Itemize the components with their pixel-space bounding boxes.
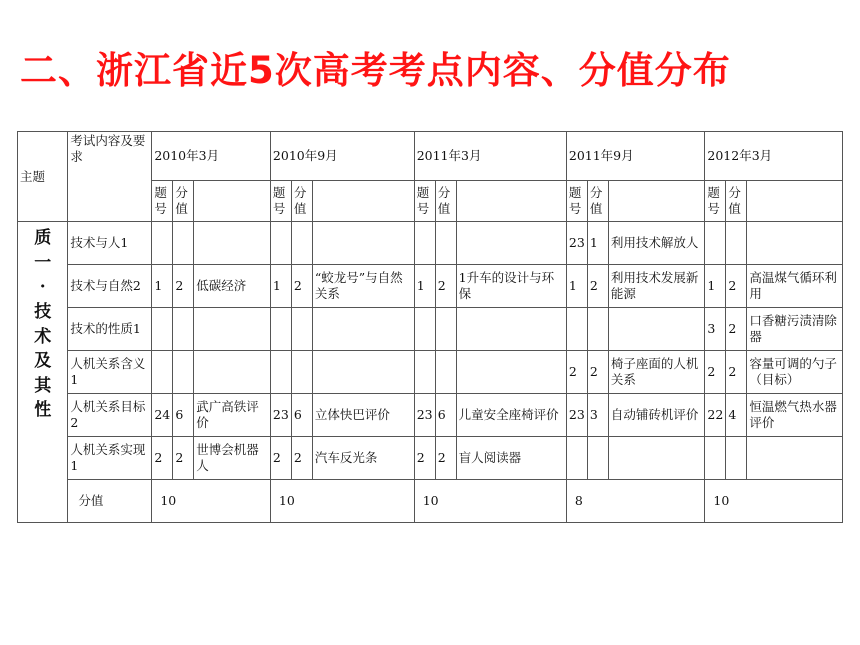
header-blank [456,181,566,222]
q-no-cell [414,308,435,351]
topic-cell [194,308,271,351]
score-cell [435,308,456,351]
topic-cell: 自动铺砖机评价 [608,394,705,437]
score-cell [173,351,194,394]
topic-cell [747,222,843,265]
topic-cell: 盲人阅读器 [456,437,566,480]
header-score: 分值 [587,181,608,222]
q-no-cell: 23 [270,394,291,437]
table-row [18,394,843,437]
content-cell: 技术与人1 [68,222,152,265]
header-blank [608,181,705,222]
score-total: 10 [414,480,566,523]
q-no-cell: 2 [152,437,173,480]
header-q-no: 题号 [152,181,173,222]
q-no-cell: 2 [566,351,587,394]
topic-cell: 1升车的设计与环保 [456,265,566,308]
q-no-cell [566,308,587,351]
table-row [18,437,843,480]
table-row [18,265,843,308]
score-cell [291,351,312,394]
q-no-cell [152,351,173,394]
q-no-cell: 1 [705,265,726,308]
topic-cell: 利用技术发展新能源 [608,265,705,308]
header-q-no: 题号 [270,181,291,222]
q-no-cell [270,222,291,265]
header-blank [747,181,843,222]
q-no-cell [414,222,435,265]
topic-cell: 利用技术解放人 [608,222,705,265]
score-total: 10 [705,480,843,523]
score-cell: 2 [291,265,312,308]
score-cell: 1 [587,222,608,265]
q-no-cell: 1 [152,265,173,308]
q-no-cell [270,308,291,351]
topic-cell: 世博会机器人 [194,437,271,480]
q-no-cell: 23 [566,222,587,265]
table-row [18,351,843,394]
header-blank [312,181,414,222]
exam-points-table [17,131,843,523]
score-cell: 2 [435,265,456,308]
header-q-no: 题号 [414,181,435,222]
score-label: 分值 [68,480,152,523]
score-cell: 2 [291,437,312,480]
score-total: 10 [270,480,414,523]
score-cell: 6 [173,394,194,437]
header-exam: 2011年3月 [414,132,566,181]
theme-char: 其 [34,375,52,396]
q-no-cell: 1 [270,265,291,308]
table-row [18,308,843,351]
theme-char: · [39,277,46,298]
score-total: 10 [152,480,271,523]
q-no-cell [152,308,173,351]
content-cell: 技术的性质1 [68,308,152,351]
q-no-cell [270,351,291,394]
score-cell: 2 [726,308,747,351]
topic-cell: 口香糖污渍清除器 [747,308,843,351]
topic-cell: 恒温燃气热水器评价 [747,394,843,437]
q-no-cell [414,351,435,394]
header-blank [194,181,271,222]
topic-cell: 儿童安全座椅评价 [456,394,566,437]
score-cell [173,308,194,351]
topic-cell [312,222,414,265]
topic-cell: 立体快巴评价 [312,394,414,437]
theme-cell [18,222,68,523]
score-cell: 2 [726,351,747,394]
topic-cell [194,351,271,394]
score-cell: 2 [587,351,608,394]
q-no-cell: 22 [705,394,726,437]
header-theme: 主题 [18,132,68,222]
q-no-cell: 1 [566,265,587,308]
topic-cell [312,308,414,351]
topic-cell: 低碳经济 [194,265,271,308]
q-no-cell: 3 [705,308,726,351]
content-cell: 人机关系目标2 [68,394,152,437]
content-cell: 人机关系含义1 [68,351,152,394]
q-no-cell: 2 [270,437,291,480]
topic-cell [608,308,705,351]
content-cell: 技术与自然2 [68,265,152,308]
score-cell: 2 [173,265,194,308]
theme-char: 及 [34,351,52,372]
score-cell [173,222,194,265]
theme-char: 技 [34,301,52,322]
header-exam: 2010年3月 [152,132,271,181]
content-cell: 人机关系实现1 [68,437,152,480]
score-cell: 6 [435,394,456,437]
score-cell: 6 [291,394,312,437]
topic-cell: 高温煤气循环利用 [747,265,843,308]
table-row [18,222,843,265]
topic-cell: “蛟龙号”与自然关系 [312,265,414,308]
q-no-cell [705,437,726,480]
q-no-cell: 23 [414,394,435,437]
header-score: 分值 [291,181,312,222]
q-no-cell: 23 [566,394,587,437]
score-cell: 3 [587,394,608,437]
topic-cell [456,308,566,351]
score-cell: 2 [173,437,194,480]
header-content: 考试内容及要求 [68,132,152,222]
header-row-exams [18,132,843,181]
q-no-cell [705,222,726,265]
header-score: 分值 [435,181,456,222]
score-cell [435,351,456,394]
header-q-no: 题号 [705,181,726,222]
topic-cell [312,351,414,394]
header-q-no: 题号 [566,181,587,222]
header-exam: 2011年9月 [566,132,705,181]
score-cell: 2 [435,437,456,480]
score-total-row [18,480,843,523]
score-cell: 2 [726,265,747,308]
theme-char: 一 [34,252,52,273]
score-cell [587,308,608,351]
page-title: 二、浙江省近5次高考考点内容、分值分布 [20,49,731,92]
header-score: 分值 [726,181,747,222]
topic-cell: 汽车反光条 [312,437,414,480]
topic-cell: 容量可调的勺子（目标） [747,351,843,394]
theme-char: 质 [34,228,52,248]
q-no-cell: 2 [705,351,726,394]
topic-cell: 武广高铁评价 [194,394,271,437]
header-exam: 2012年3月 [705,132,843,181]
topic-cell: 椅子座面的人机关系 [608,351,705,394]
theme-char: 性 [34,400,52,421]
q-no-cell [566,437,587,480]
score-cell [435,222,456,265]
theme-char: 术 [34,326,52,347]
q-no-cell [152,222,173,265]
score-cell [726,222,747,265]
score-cell: 4 [726,394,747,437]
header-exam: 2010年9月 [270,132,414,181]
score-total: 8 [566,480,705,523]
q-no-cell: 1 [414,265,435,308]
topic-cell [456,351,566,394]
q-no-cell: 2 [414,437,435,480]
topic-cell [456,222,566,265]
header-score: 分值 [173,181,194,222]
score-cell [291,222,312,265]
topic-cell [608,437,705,480]
score-cell [726,437,747,480]
topic-cell [747,437,843,480]
score-cell: 2 [587,265,608,308]
score-cell [587,437,608,480]
q-no-cell: 24 [152,394,173,437]
score-cell [291,308,312,351]
topic-cell [194,222,271,265]
